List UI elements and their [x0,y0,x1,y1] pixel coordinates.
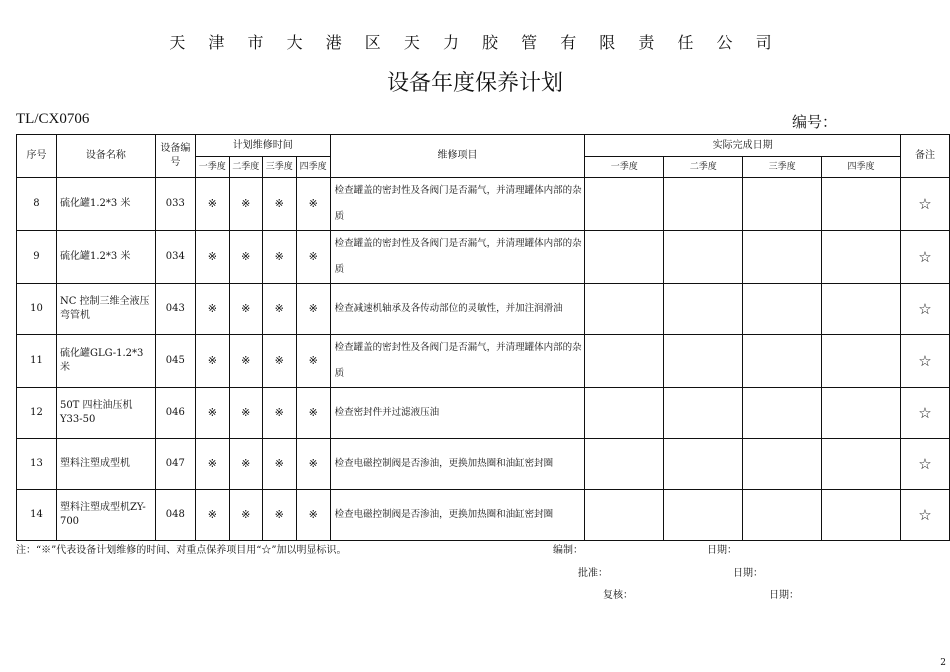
header-actual-q2: 二季度 [664,157,743,178]
row-plan-q3: ※ [262,178,296,231]
row-name: 塑料注塑成型机ZY-700 [56,490,155,541]
header-actual-q1: 一季度 [585,157,664,178]
row-actual-q3 [743,490,822,541]
header-actual-q4: 四季度 [822,157,901,178]
table-row [17,439,950,490]
row-actual-q2 [664,231,743,284]
row-seq: 12 [17,388,57,439]
number-label: 编号： [792,113,838,131]
row-code: 047 [155,439,195,490]
row-plan-q4: ※ [296,284,330,335]
row-code: 046 [155,388,195,439]
row-actual-q3 [743,388,822,439]
page-title: 设备年度保养计划 [386,71,563,96]
header-code: 设备编号 [155,135,195,178]
header-plan-q3: 三季度 [262,157,296,178]
header-seq: 序号 [17,135,57,178]
row-actual-q3 [743,178,822,231]
row-remark-star: ☆ [900,284,949,335]
row-remark-star: ☆ [900,335,949,388]
row-plan-q4: ※ [296,388,330,439]
row-item: 检查电磁控制阀是否渗油，更换加热圈和油缸密封圈 [330,439,585,490]
row-actual-q1 [585,335,664,388]
row-actual-q4 [822,388,901,439]
row-actual-q4 [822,284,901,335]
row-remark-star: ☆ [900,490,949,541]
row-code: 048 [155,490,195,541]
table-row [17,231,950,284]
row-actual-q4 [822,490,901,541]
header-plan: 计划维修时间 [195,135,330,157]
row-plan-q4: ※ [296,439,330,490]
table-row [17,284,950,335]
header-item: 维修项目 [330,135,585,178]
row-name: 塑料注塑成型机 [56,439,155,490]
row-actual-q2 [664,284,743,335]
row-item: 检查罐盖的密封性及各阀门是否漏气，并清理罐体内部的杂质 [330,231,585,284]
header-plan-q4: 四季度 [296,157,330,178]
compiled-date-label: 日期： [707,545,737,556]
reviewed-date-label: 日期： [769,590,799,601]
row-plan-q2: ※ [229,284,262,335]
row-plan-q3: ※ [262,284,296,335]
row-plan-q4: ※ [296,335,330,388]
document-code: TL/CX0706 [16,111,90,127]
row-seq: 10 [17,284,57,335]
row-actual-q2 [664,490,743,541]
row-plan-q1: ※ [195,490,229,541]
row-plan-q1: ※ [195,388,229,439]
row-plan-q1: ※ [195,231,229,284]
row-plan-q1: ※ [195,284,229,335]
row-plan-q2: ※ [229,335,262,388]
row-actual-q3 [743,439,822,490]
row-remark-star: ☆ [900,178,949,231]
reviewed-by-label: 复核： [603,590,633,601]
row-actual-q4 [822,178,901,231]
row-code: 043 [155,284,195,335]
row-actual-q3 [743,231,822,284]
header-plan-q1: 一季度 [195,157,229,178]
row-actual-q2 [664,178,743,231]
row-plan-q4: ※ [296,231,330,284]
row-name: 50T 四柱油压机Y33-50 [56,388,155,439]
row-actual-q2 [664,388,743,439]
row-plan-q1: ※ [195,335,229,388]
row-seq: 13 [17,439,57,490]
row-plan-q2: ※ [229,490,262,541]
approved-by-label: 批准： [578,568,608,579]
header-name: 设备名称 [56,135,155,178]
row-actual-q4 [822,439,901,490]
row-plan-q2: ※ [229,231,262,284]
row-remark-star: ☆ [900,231,949,284]
maintenance-plan-table [16,134,950,541]
row-code: 033 [155,178,195,231]
row-actual-q2 [664,335,743,388]
compiled-by-label: 编制： [553,545,583,556]
row-actual-q1 [585,490,664,541]
row-name: 硫化罐1.2*3 米 [56,178,155,231]
row-plan-q1: ※ [195,439,229,490]
row-plan-q3: ※ [262,439,296,490]
row-item: 检查电磁控制阀是否渗油，更换加热圈和油缸密封圈 [330,490,585,541]
company-name: 天 津 市 大 港 区 天 力 胶 管 有 限 责 任 公 司 [169,33,781,52]
row-seq: 14 [17,490,57,541]
row-actual-q3 [743,284,822,335]
row-plan-q3: ※ [262,231,296,284]
row-plan-q1: ※ [195,178,229,231]
row-name: NC 控制三维全液压弯管机 [56,284,155,335]
page-number: 2 [940,658,946,668]
header-actual-q3: 三季度 [743,157,822,178]
footer-note: 注：“※”代表设备计划维修的时间、对重点保养项目用“☆”加以明显标识。 [16,545,347,556]
row-item: 检查罐盖的密封性及各阀门是否漏气，并清理罐体内部的杂质 [330,178,585,231]
row-seq: 11 [17,335,57,388]
row-plan-q3: ※ [262,335,296,388]
row-actual-q1 [585,388,664,439]
row-actual-q1 [585,439,664,490]
row-code: 045 [155,335,195,388]
table-row [17,490,950,541]
row-name: 硫化罐1.2*3 米 [56,231,155,284]
row-seq: 9 [17,231,57,284]
approved-date-label: 日期： [733,568,763,579]
row-actual-q4 [822,335,901,388]
table-row [17,388,950,439]
table-row [17,178,950,231]
row-code: 034 [155,231,195,284]
row-plan-q4: ※ [296,490,330,541]
row-plan-q4: ※ [296,178,330,231]
row-plan-q2: ※ [229,178,262,231]
row-actual-q1 [585,231,664,284]
row-actual-q1 [585,178,664,231]
row-item: 检查密封件并过滤液压油 [330,388,585,439]
row-remark-star: ☆ [900,439,949,490]
row-actual-q3 [743,335,822,388]
row-remark-star: ☆ [900,388,949,439]
header-remark: 备注 [900,135,949,178]
header-actual: 实际完成日期 [585,135,901,157]
row-name: 硫化罐GLG-1.2*3 米 [56,335,155,388]
row-actual-q4 [822,231,901,284]
row-plan-q2: ※ [229,388,262,439]
row-item: 检查罐盖的密封性及各阀门是否漏气，并清理罐体内部的杂质 [330,335,585,388]
row-item: 检查减速机轴承及各传动部位的灵敏性，并加注润滑油 [330,284,585,335]
row-seq: 8 [17,178,57,231]
row-plan-q2: ※ [229,439,262,490]
table-row [17,335,950,388]
row-plan-q3: ※ [262,490,296,541]
row-actual-q1 [585,284,664,335]
row-actual-q2 [664,439,743,490]
header-plan-q2: 二季度 [229,157,262,178]
row-plan-q3: ※ [262,388,296,439]
